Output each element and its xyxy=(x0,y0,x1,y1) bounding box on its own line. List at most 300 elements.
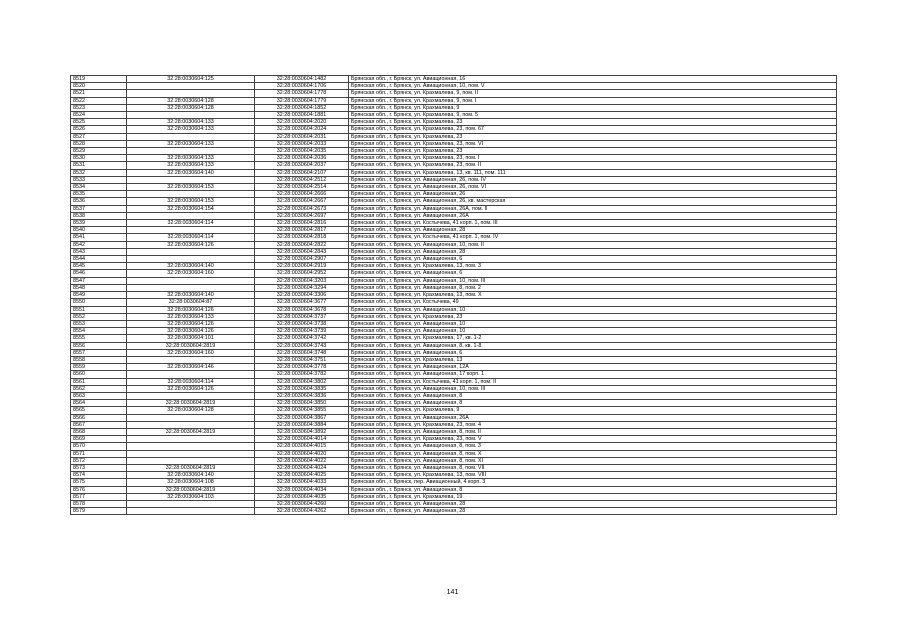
previous-cadastral-number-cell: 32:28:0030604:140 xyxy=(127,292,255,299)
address-cell: Брянская обл., г. Брянск, ул. Авиационная, 28 xyxy=(349,508,837,515)
cadastral-number-cell: 32:28:0030604:2512 xyxy=(255,176,349,183)
address-cell: Брянская обл., г. Брянск, ул. Крахмалева, 23, пом. VI xyxy=(349,140,837,147)
address-cell: Брянская обл., г. Брянск, ул. Авиационная, 8, пом. X xyxy=(349,450,837,457)
previous-cadastral-number-cell: 32:28:0030604:140 xyxy=(127,472,255,479)
previous-cadastral-number-cell xyxy=(127,148,255,155)
address-cell: Брянская обл., г. Брянск, ул. Авиационная, 26А xyxy=(349,414,837,421)
table-row xyxy=(71,191,837,198)
row-number-cell: 8527 xyxy=(71,133,127,140)
address-cell: Брянская обл., г. Брянск, ул. Крахмалева, 23 xyxy=(349,313,837,320)
address-cell: Брянская обл., г. Брянск, ул. Авиационная, 16 xyxy=(349,76,837,83)
previous-cadastral-number-cell: 32:28:0030604:133 xyxy=(127,140,255,147)
address-cell: Брянская обл., г. Брянск, ул. Авиационная, 10, пом. II xyxy=(349,241,837,248)
table-row xyxy=(71,328,837,335)
table-row xyxy=(71,90,837,97)
address-cell: Брянская обл., г. Брянск, ул. Крахмалева, 9, пом. I xyxy=(349,97,837,104)
previous-cadastral-number-cell: 32:28:0030604:140 xyxy=(127,169,255,176)
previous-cadastral-number-cell xyxy=(127,392,255,399)
row-number-cell: 8558 xyxy=(71,356,127,363)
row-number-cell: 8525 xyxy=(71,119,127,126)
cadastral-number-cell: 32:28:0030604:2020 xyxy=(255,119,349,126)
cadastral-number-cell: 32:28:0030604:3738 xyxy=(255,320,349,327)
previous-cadastral-number-cell: 32:28:0030604:154 xyxy=(127,205,255,212)
table-row xyxy=(71,292,837,299)
address-cell: Брянская обл., г. Брянск, ул. Авиационная, 6 xyxy=(349,349,837,356)
address-cell: Брянская обл., г. Брянск, ул. Авиационная, 28 xyxy=(349,227,837,234)
address-cell: Брянская обл., г. Брянск, ул. Авиационная, 8, пом. VII xyxy=(349,464,837,471)
previous-cadastral-number-cell: 32:28:0030604:133 xyxy=(127,313,255,320)
table-row xyxy=(71,263,837,270)
previous-cadastral-number-cell xyxy=(127,414,255,421)
cadastral-number-cell: 32:28:0030604:4025 xyxy=(255,472,349,479)
address-cell: Брянская обл., г. Брянск, ул. Крахмалева, 23 xyxy=(349,119,837,126)
previous-cadastral-number-cell: 32:28:0030604:153 xyxy=(127,184,255,191)
previous-cadastral-number-cell: 32:28:0030604:128 xyxy=(127,407,255,414)
previous-cadastral-number-cell xyxy=(127,133,255,140)
table-row xyxy=(71,241,837,248)
table-row xyxy=(71,349,837,356)
previous-cadastral-number-cell xyxy=(127,212,255,219)
previous-cadastral-number-cell xyxy=(127,508,255,515)
table-row xyxy=(71,126,837,133)
table-row xyxy=(71,378,837,385)
table-row xyxy=(71,493,837,500)
cadastral-number-cell: 32:28:0030604:2816 xyxy=(255,220,349,227)
table-row xyxy=(71,212,837,219)
cadastral-number-cell: 32:28:0030604:2822 xyxy=(255,241,349,248)
row-number-cell: 8519 xyxy=(71,76,127,83)
cadastral-number-cell: 32:28:0030604:1779 xyxy=(255,97,349,104)
cadastral-number-cell: 32:28:0030604:2919 xyxy=(255,263,349,270)
table-row xyxy=(71,140,837,147)
address-cell: Брянская обл., г. Брянск, ул. Крахмалева, 13, кв. 111, пом. 111 xyxy=(349,169,837,176)
table-row xyxy=(71,400,837,407)
row-number-cell: 8546 xyxy=(71,270,127,277)
table-row xyxy=(71,508,837,515)
row-number-cell: 8529 xyxy=(71,148,127,155)
row-number-cell: 8551 xyxy=(71,306,127,313)
row-number-cell: 8539 xyxy=(71,220,127,227)
table-row xyxy=(71,184,837,191)
table-row xyxy=(71,371,837,378)
previous-cadastral-number-cell xyxy=(127,284,255,291)
row-number-cell: 8537 xyxy=(71,205,127,212)
cadastral-number-cell: 32:28:0030604:2843 xyxy=(255,248,349,255)
address-cell: Брянская обл., г. Брянск, ул. Костычева, 41 корп. 1, пом. III xyxy=(349,220,837,227)
previous-cadastral-number-cell: 32:28:0030604:108 xyxy=(127,479,255,486)
row-number-cell: 8549 xyxy=(71,292,127,299)
row-number-cell: 8521 xyxy=(71,90,127,97)
address-cell: Брянская обл., г. Брянск, ул. Авиационная, 28 xyxy=(349,500,837,507)
previous-cadastral-number-cell xyxy=(127,277,255,284)
cadastral-number-cell: 32:28:0030604:3884 xyxy=(255,421,349,428)
table-row xyxy=(71,256,837,263)
address-cell: Брянская обл., г. Брянск, ул. Авиационная, 10, пом. III xyxy=(349,385,837,392)
cadastral-number-cell: 32:28:0030604:2697 xyxy=(255,212,349,219)
cadastral-number-cell: 32:28:0030604:3782 xyxy=(255,371,349,378)
previous-cadastral-number-cell: 32:28:0030604:126 xyxy=(127,328,255,335)
row-number-cell: 8547 xyxy=(71,277,127,284)
previous-cadastral-number-cell: 32:28:0030604:133 xyxy=(127,155,255,162)
row-number-cell: 8567 xyxy=(71,421,127,428)
row-number-cell: 8562 xyxy=(71,385,127,392)
address-cell: Брянская обл., г. Брянск, ул. Крахмалева, 23, пом. I xyxy=(349,155,837,162)
address-cell: Брянская обл., г. Брянск, ул. Авиационная, 8 xyxy=(349,486,837,493)
table-row xyxy=(71,248,837,255)
table-row xyxy=(71,421,837,428)
previous-cadastral-number-cell xyxy=(127,112,255,119)
row-number-cell: 8545 xyxy=(71,263,127,270)
address-cell: Брянская обл., г. Брянск, ул. Авиационная, 8 xyxy=(349,400,837,407)
cadastral-number-cell: 32:28:0030604:1778 xyxy=(255,90,349,97)
previous-cadastral-number-cell: 32:28:0030604:114 xyxy=(127,220,255,227)
row-number-cell: 8550 xyxy=(71,299,127,306)
table-row xyxy=(71,436,837,443)
row-number-cell: 8548 xyxy=(71,284,127,291)
cadastral-number-cell: 32:28:0030604:3751 xyxy=(255,356,349,363)
table-row xyxy=(71,335,837,342)
address-cell: Брянская обл., г. Брянск, ул. Крахмалева, 17, кв. 1-2 xyxy=(349,335,837,342)
address-cell: Брянская обл., г. Брянск, ул. Крахмалева, 9 xyxy=(349,104,837,111)
cadastral-number-cell: 32:28:0030604:3739 xyxy=(255,328,349,335)
cadastral-number-cell: 32:28:0030604:1881 xyxy=(255,112,349,119)
address-cell: Брянская обл., г. Брянск, ул. Авиационная, 26 xyxy=(349,191,837,198)
address-cell: Брянская обл., г. Брянск, ул. Крахмалева, 13, пом. 3 xyxy=(349,263,837,270)
row-number-cell: 8543 xyxy=(71,248,127,255)
table-row xyxy=(71,83,837,90)
previous-cadastral-number-cell: 32:28:0030604:2819 xyxy=(127,464,255,471)
row-number-cell: 8554 xyxy=(71,328,127,335)
row-number-cell: 8564 xyxy=(71,400,127,407)
table-row xyxy=(71,176,837,183)
address-cell: Брянская обл., г. Брянск, ул. Авиационная, 10, пом. III xyxy=(349,277,837,284)
previous-cadastral-number-cell: 32:28:0030604:146 xyxy=(127,364,255,371)
address-cell: Брянская обл., г. Брянск, ул. Авиационная, 26, пом. VI xyxy=(349,184,837,191)
row-number-cell: 8579 xyxy=(71,508,127,515)
previous-cadastral-number-cell: 32:28:0030604:2819 xyxy=(127,486,255,493)
address-cell: Брянская обл., г. Брянск, ул. Крахмалева, 9, пом. II xyxy=(349,90,837,97)
previous-cadastral-number-cell: 32:28:0030604:153 xyxy=(127,198,255,205)
table-row xyxy=(71,119,837,126)
row-number-cell: 8542 xyxy=(71,241,127,248)
address-cell: Брянская обл., г. Брянск, ул. Крахмалева, 13 xyxy=(349,356,837,363)
previous-cadastral-number-cell: 32:28:0030604:126 xyxy=(127,306,255,313)
row-number-cell: 8528 xyxy=(71,140,127,147)
previous-cadastral-number-cell xyxy=(127,436,255,443)
row-number-cell: 8555 xyxy=(71,335,127,342)
cadastral-number-cell: 32:28:0030604:2035 xyxy=(255,148,349,155)
row-number-cell: 8552 xyxy=(71,313,127,320)
table-row xyxy=(71,133,837,140)
table-row xyxy=(71,205,837,212)
row-number-cell: 8536 xyxy=(71,198,127,205)
address-cell: Брянская обл., г. Брянск, ул. Крахмалева, 23 xyxy=(349,148,837,155)
table-row xyxy=(71,479,837,486)
cadastral-number-cell: 32:28:0030604:3743 xyxy=(255,342,349,349)
address-cell: Брянская обл., г. Брянск, ул. Крахмалева, 13, пом. VIII xyxy=(349,472,837,479)
row-number-cell: 8520 xyxy=(71,83,127,90)
row-number-cell: 8526 xyxy=(71,126,127,133)
previous-cadastral-number-cell: 32:28:0030604:160 xyxy=(127,349,255,356)
previous-cadastral-number-cell xyxy=(127,371,255,378)
row-number-cell: 8566 xyxy=(71,414,127,421)
table-row xyxy=(71,234,837,241)
row-number-cell: 8568 xyxy=(71,428,127,435)
cadastral-number-cell: 32:28:0030604:2024 xyxy=(255,126,349,133)
previous-cadastral-number-cell: 32:28:0030604:160 xyxy=(127,270,255,277)
row-number-cell: 8532 xyxy=(71,169,127,176)
address-cell: Брянская обл., г. Брянск, ул. Авиационная, 8, пом. II xyxy=(349,428,837,435)
previous-cadastral-number-cell xyxy=(127,191,255,198)
table-row xyxy=(71,299,837,306)
previous-cadastral-number-cell xyxy=(127,457,255,464)
row-number-cell: 8570 xyxy=(71,443,127,450)
cadastral-number-cell: 32:28:0030604:2666 xyxy=(255,191,349,198)
cadastral-number-cell: 32:28:0030604:2952 xyxy=(255,270,349,277)
row-number-cell: 8531 xyxy=(71,162,127,169)
address-cell: Брянская обл., г. Брянск, ул. Авиационная, 6 xyxy=(349,256,837,263)
table-row xyxy=(71,162,837,169)
row-number-cell: 8524 xyxy=(71,112,127,119)
cadastral-number-cell: 32:28:0030604:3778 xyxy=(255,364,349,371)
address-cell: Брянская обл., г. Брянск, ул. Крахмалева, 9 xyxy=(349,407,837,414)
cadastral-number-cell: 32:28:0030604:3678 xyxy=(255,306,349,313)
row-number-cell: 8538 xyxy=(71,212,127,219)
address-cell: Брянская обл., г. Брянск, ул. Крахмалева, 19 xyxy=(349,493,837,500)
address-cell: Брянская обл., г. Брянск, ул. Авиационная, 10, пом. V xyxy=(349,83,837,90)
table-row xyxy=(71,457,837,464)
table-row xyxy=(71,220,837,227)
table-row xyxy=(71,443,837,450)
previous-cadastral-number-cell: 32:28:0030604:114 xyxy=(127,378,255,385)
row-number-cell: 8575 xyxy=(71,479,127,486)
previous-cadastral-number-cell: 32:28:0030604:126 xyxy=(127,320,255,327)
cadastral-number-cell: 32:28:0030604:2514 xyxy=(255,184,349,191)
table-row xyxy=(71,270,837,277)
row-number-cell: 8565 xyxy=(71,407,127,414)
row-number-cell: 8577 xyxy=(71,493,127,500)
row-number-cell: 8559 xyxy=(71,364,127,371)
cadastral-number-cell: 32:28:0030604:3737 xyxy=(255,313,349,320)
cadastral-number-cell: 32:28:0030604:2107 xyxy=(255,169,349,176)
previous-cadastral-number-cell: 32:28:0030604:126 xyxy=(127,385,255,392)
table-row xyxy=(71,342,837,349)
table-row xyxy=(71,277,837,284)
previous-cadastral-number-cell xyxy=(127,90,255,97)
address-cell: Брянская обл., г. Брянск, ул. Крахмалева, 23, пом. 67 xyxy=(349,126,837,133)
table-row xyxy=(71,284,837,291)
row-number-cell: 8578 xyxy=(71,500,127,507)
table-row xyxy=(71,356,837,363)
address-cell: Брянская обл., г. Брянск, ул. Авиационная, 26А xyxy=(349,212,837,219)
address-cell: Брянская обл., г. Брянск, ул. Авиационная, 26А, пом. II xyxy=(349,205,837,212)
cadastral-number-cell: 32:28:0030604:3306 xyxy=(255,292,349,299)
row-number-cell: 8541 xyxy=(71,234,127,241)
previous-cadastral-number-cell xyxy=(127,450,255,457)
table-row xyxy=(71,169,837,176)
table-row xyxy=(71,313,837,320)
table-row xyxy=(71,364,837,371)
address-cell: Брянская обл., г. Брянск, ул. Авиационная, 10 xyxy=(349,328,837,335)
cadastral-number-cell: 32:28:0030604:3802 xyxy=(255,378,349,385)
table-row xyxy=(71,97,837,104)
row-number-cell: 8571 xyxy=(71,450,127,457)
cadastral-number-cell: 32:28:0030604:3742 xyxy=(255,335,349,342)
address-cell: Брянская обл., г. Брянск, ул. Авиационная, 10 xyxy=(349,320,837,327)
address-cell: Брянская обл., г. Брянск, ул. Авиационная, 26, кв. мастерская xyxy=(349,198,837,205)
cadastral-number-cell: 32:28:0030604:3850 xyxy=(255,400,349,407)
cadastral-number-cell: 32:28:0030604:4014 xyxy=(255,436,349,443)
cadastral-number-cell: 32:28:0030604:2817 xyxy=(255,227,349,234)
address-cell: Брянская обл., г. Брянск, ул. Авиационная, 6 xyxy=(349,270,837,277)
row-number-cell: 8556 xyxy=(71,342,127,349)
cadastral-number-cell: 32:28:0030604:1482 xyxy=(255,76,349,83)
table-row xyxy=(71,76,837,83)
previous-cadastral-number-cell: 32:28:0030604:140 xyxy=(127,263,255,270)
cadastral-number-cell: 32:28:0030604:2033 xyxy=(255,140,349,147)
row-number-cell: 8560 xyxy=(71,371,127,378)
address-cell: Брянская обл., г. Брянск, ул. Крахмалева, 23, пом. II xyxy=(349,162,837,169)
row-number-cell: 8530 xyxy=(71,155,127,162)
cadastral-number-cell: 32:28:0030604:3892 xyxy=(255,428,349,435)
address-cell: Брянская обл., г. Брянск, ул. Авиационная, 8, пом. XI xyxy=(349,457,837,464)
table-row xyxy=(71,320,837,327)
address-cell: Брянская обл., г. Брянск, ул. Авиационная, 10 xyxy=(349,306,837,313)
row-number-cell: 8534 xyxy=(71,184,127,191)
cadastral-number-cell: 32:28:0030604:4015 xyxy=(255,443,349,450)
previous-cadastral-number-cell: 32:28:0030604:125 xyxy=(127,76,255,83)
previous-cadastral-number-cell: 32:28:0030604:2819 xyxy=(127,342,255,349)
cadastral-number-cell: 32:28:0030604:3748 xyxy=(255,349,349,356)
previous-cadastral-number-cell xyxy=(127,83,255,90)
row-number-cell: 8557 xyxy=(71,349,127,356)
row-number-cell: 8523 xyxy=(71,104,127,111)
address-cell: Брянская обл., г. Брянск, ул. Костычева, 41 корп. 1, пом. IV xyxy=(349,234,837,241)
row-number-cell: 8522 xyxy=(71,97,127,104)
address-cell: Брянская обл., г. Брянск, ул. Авиационная, 8, пом. 3 xyxy=(349,443,837,450)
cadastral-number-cell: 32:28:0030604:2818 xyxy=(255,234,349,241)
address-cell: Брянская обл., г. Брянск, ул. Авиационная, 12А xyxy=(349,364,837,371)
previous-cadastral-number-cell: 32:28:0030604:103 xyxy=(127,493,255,500)
table-row xyxy=(71,472,837,479)
address-cell: Брянская обл., г. Брянск, ул. Авиационная, 26, пом. IV xyxy=(349,176,837,183)
row-number-cell: 8544 xyxy=(71,256,127,263)
previous-cadastral-number-cell xyxy=(127,176,255,183)
row-number-cell: 8533 xyxy=(71,176,127,183)
address-cell: Брянская обл., г. Брянск, ул. Крахмалева, 13, пом. X xyxy=(349,292,837,299)
row-number-cell: 8563 xyxy=(71,392,127,399)
row-number-cell: 8569 xyxy=(71,436,127,443)
address-cell: Брянская обл., г. Брянск, ул. Крахмалева, 23, пом. V xyxy=(349,436,837,443)
table-row xyxy=(71,198,837,205)
previous-cadastral-number-cell: 32:28:0030604:133 xyxy=(127,126,255,133)
cadastral-number-cell: 32:28:0030604:3855 xyxy=(255,407,349,414)
cadastral-number-cell: 32:28:0030604:4024 xyxy=(255,464,349,471)
previous-cadastral-number-cell xyxy=(127,227,255,234)
cadastral-number-cell: 32:28:0030604:4262 xyxy=(255,508,349,515)
table-row xyxy=(71,227,837,234)
table-row xyxy=(71,155,837,162)
table-row xyxy=(71,148,837,155)
table-row xyxy=(71,486,837,493)
table-row xyxy=(71,392,837,399)
previous-cadastral-number-cell: 32:28:0030604:133 xyxy=(127,119,255,126)
row-number-cell: 8576 xyxy=(71,486,127,493)
cadastral-number-cell: 32:28:0030604:4022 xyxy=(255,457,349,464)
previous-cadastral-number-cell: 32:28:0030604:101 xyxy=(127,335,255,342)
previous-cadastral-number-cell xyxy=(127,248,255,255)
cadastral-number-cell: 32:28:0030604:4034 xyxy=(255,486,349,493)
previous-cadastral-number-cell xyxy=(127,421,255,428)
cadastral-number-cell: 32:28:0030604:3835 xyxy=(255,385,349,392)
previous-cadastral-number-cell xyxy=(127,500,255,507)
cadastral-number-cell: 32:28:0030604:2037 xyxy=(255,162,349,169)
page-number: 141 xyxy=(446,589,459,596)
cadastral-number-cell: 32:28:0030604:4033 xyxy=(255,479,349,486)
row-number-cell: 8572 xyxy=(71,457,127,464)
cadastral-number-cell: 32:28:0030604:3677 xyxy=(255,299,349,306)
table-row xyxy=(71,306,837,313)
row-number-cell: 8561 xyxy=(71,378,127,385)
previous-cadastral-number-cell xyxy=(127,356,255,363)
row-number-cell: 8540 xyxy=(71,227,127,234)
address-cell: Брянская обл., г. Брянск, ул. Крахмалева, 9, пом. 5 xyxy=(349,112,837,119)
address-cell: Брянская обл., г. Брянск, ул. Костычева, 49 xyxy=(349,299,837,306)
table-row xyxy=(71,450,837,457)
address-cell: Брянская обл., г. Брянск, ул. Авиационная, 8, кв. 1-8 xyxy=(349,342,837,349)
cadastral-number-cell: 32:28:0030604:1706 xyxy=(255,83,349,90)
table-row xyxy=(71,414,837,421)
address-cell: Брянская обл., г. Брянск, ул. Крахмалева, 23 xyxy=(349,133,837,140)
table-row xyxy=(71,104,837,111)
cadastral-number-cell: 32:28:0030604:2036 xyxy=(255,155,349,162)
registry-table-container xyxy=(70,75,836,515)
cadastral-number-cell: 32:28:0030604:4020 xyxy=(255,450,349,457)
cadastral-number-cell: 32:28:0030604:2673 xyxy=(255,205,349,212)
row-number-cell: 8535 xyxy=(71,191,127,198)
cadastral-number-cell: 32:28:0030604:4260 xyxy=(255,500,349,507)
table-row xyxy=(71,407,837,414)
address-cell: Брянская обл., г. Брянск, ул. Авиационная, 28 xyxy=(349,248,837,255)
address-cell: Брянская обл., г. Брянск, ул. Авиационная, 8, пом. 2 xyxy=(349,284,837,291)
cadastral-number-cell: 32:28:0030604:4035 xyxy=(255,493,349,500)
address-cell: Брянская обл., г. Брянск, ул. Крахмалева, 23, пом. 4 xyxy=(349,421,837,428)
address-cell: Брянская обл., г. Брянск, пер. Авиационный, 4 корп. 3 xyxy=(349,479,837,486)
cadastral-number-cell: 32:28:0030604:1852 xyxy=(255,104,349,111)
cadastral-number-cell: 32:28:0030604:3836 xyxy=(255,392,349,399)
address-cell: Брянская обл., г. Брянск, ул. Костычева, 41 корп. 1, пом. II xyxy=(349,378,837,385)
previous-cadastral-number-cell xyxy=(127,443,255,450)
previous-cadastral-number-cell: 32:28:0030604:133 xyxy=(127,162,255,169)
table-row xyxy=(71,464,837,471)
table-row xyxy=(71,500,837,507)
address-cell: Брянская обл., г. Брянск, ул. Авиационная, 17 корп. 1 xyxy=(349,371,837,378)
table-row xyxy=(71,385,837,392)
cadastral-number-cell: 32:28:0030604:3294 xyxy=(255,284,349,291)
previous-cadastral-number-cell: 32:28:0030604:87 xyxy=(127,299,255,306)
previous-cadastral-number-cell: 32:28:0030604:126 xyxy=(127,241,255,248)
cadastral-number-cell: 32:28:0030604:2907 xyxy=(255,256,349,263)
cadastral-number-cell: 32:28:0030604:2031 xyxy=(255,133,349,140)
row-number-cell: 8573 xyxy=(71,464,127,471)
previous-cadastral-number-cell: 32:28:0030604:128 xyxy=(127,104,255,111)
row-number-cell: 8574 xyxy=(71,472,127,479)
previous-cadastral-number-cell: 32:28:0030604:128 xyxy=(127,97,255,104)
registry-table-body xyxy=(71,76,837,515)
previous-cadastral-number-cell: 32:28:0030604:2819 xyxy=(127,400,255,407)
cadastral-number-cell: 32:28:0030604:3203 xyxy=(255,277,349,284)
table-row xyxy=(71,112,837,119)
